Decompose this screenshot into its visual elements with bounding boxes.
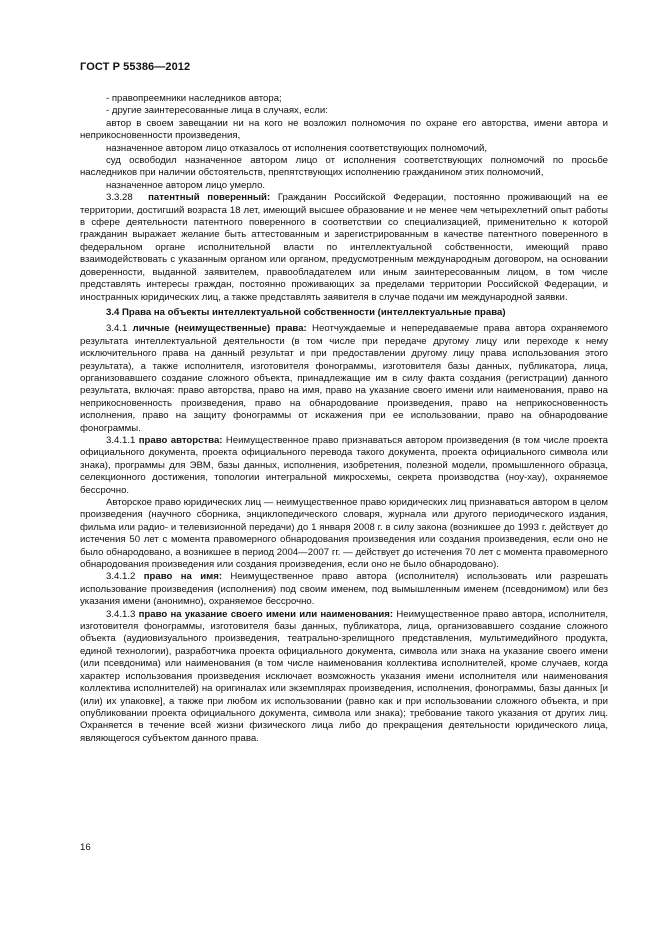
list-item: - правопреемники наследников автора; xyxy=(106,93,282,104)
term: право на имя: xyxy=(143,571,223,583)
term: патентный поверенный: xyxy=(148,192,271,204)
paragraph: назначенное автором лицо умерло. xyxy=(106,179,266,191)
definition-text: Неотчуждаемые и непередаваемые права автора охраняемого результата интеллектуальной деятельности (в том числе при передаче другому лицу или переходе к нему исключительного права на данный результат и при предоставлении другому лицу права использования этого результата), а также исполнителя, изготовителя фонограммы, изготовителя базы данных, публикатора, лица, организовавшего создание сложного объекта, принадлежащие им в силу факта создания (регистрации) данного результата, включая: право авторства, право на имя, право на указание своего имени или наименования, право на неприкосновенность произведения, право на обнародование произведения, право на неприкосновенность исполнения, право на защиту фонограммы от искажения при ее использовании, право на обнародование фонограммы. xyxy=(80,323,608,434)
paragraph: Авторское право юридических лиц — неимущественное право юридических лиц признаваться автором в целом произведения (научного сборника, энциклопедического словаря, журнала или другого периодического издания, фильма или радио- и телевизионной передачи) до 1 января 2008 г. в силу закона (возникшее до 1993 г. действует до истечения 50 лет с момента правомерного обнародования произведения или создания произведения, если оно не было обнародовано, а возникшее в период 2004—2007 гг. — действует до истечения 70 лет с момента правомерного обнародования произведения или создания произведения, если оно не было обнародовано). xyxy=(80,497,608,571)
document-header: ГОСТ Р 55386—2012 xyxy=(80,61,191,73)
term: право на указание своего имени или наименования: xyxy=(138,608,394,620)
page-number: 16 xyxy=(80,842,91,853)
clause-number: 3.4.1 xyxy=(106,323,128,335)
definition-text: Гражданин Российской Федерации, постоянно проживающий на ее территории, достигший возраста 18 лет, имеющий высшее образование и не менее чем четырехлетний опыт работы в сфере деятельности патентного поверенного в соответствии со специализацией, применительно к которой гражданин выражает желание быть аттестованным и зарегистрированным в качестве патентного поверенного в федеральном органе исполнительной власти по интеллектуальной собственности, имеющий право взаимодействовать с указанным органом или органом, предусмотренным международным договором, на основании доверенности, выданной заявителем, правообладателем или иным заинтересованным лицом, в том числе представлять интересы граждан, постоянно проживающих за пределами территории Российской Федерации, и иностранных юридических лиц, а также представлять заявителя в случае подачи им международной заявки. xyxy=(80,192,608,303)
paragraph: автор в своем завещании ни на кого не возложил полномочия по охране его авторства, имени автора и неприкосновенности произведения, xyxy=(80,117,608,142)
definition-patent-attorney xyxy=(80,192,608,304)
definition-text: Неимущественное право автора (исполнителя) использовать или разрешать использование произведения (исполнения) под своим именем, под вымышленным именем (псевдонимом) или без указания имени (анонимно), охраняемое бессрочно. xyxy=(80,571,608,608)
clause-number: 3.3.28 xyxy=(106,192,133,204)
definition-name-right xyxy=(80,571,608,608)
list-item: - другие заинтересованные лица в случаях, если: xyxy=(106,105,328,117)
term: личные (неимущественные) права: xyxy=(132,323,307,335)
paragraph: суд освободил назначенное автором лицо от исполнения соответствующих полномочий по просьбе наследников при наличии обстоятельств, препятствующих исполнению гражданином этих полномочий, xyxy=(80,155,608,179)
clause-number: 3.4.1.2 xyxy=(106,571,136,583)
term: право авторства: xyxy=(138,434,223,446)
clause-number: 3.4.1.3 xyxy=(106,608,136,620)
section-heading: 3.4 Права на объекты интеллектуальной собственности (интеллектуальные права) xyxy=(106,306,506,318)
definition-text: Неимущественное право автора, исполнителя, изготовителя фонограммы, изготовителя базы данных, публикатора, лица, организовавшего создание сложного объекта (аудиовизуального произведения, театрально-зрелищного представления, мультимедийного продукта, единой технологии), разработчика проекта официального документа, символа или знака на указание своего имени (или псевдонима) или наименования (в том числе наименования коллектива исполнителей, кроме случаев, когда характер использования произведения исключает возможность указания имени исполнителя или наименования коллектива исполнителей) на оригиналах или экземплярах произведения, исполнения, фонограммы, базы данных [и (или) их упаковке], а также при любом их использовании (равно как и при использовании сложного объекта, и при опубликовании проекта официального документа, символа или знака); требование такого указания от других лиц. Охраняется в течение всей жизни физического лица либо до прекращения деятельности юридического лица, являющегося субъектом данного права. xyxy=(80,608,608,744)
definition-personal-rights xyxy=(80,323,608,435)
clause-number: 3.4.1.1 xyxy=(106,434,136,446)
definition-authorship-right xyxy=(80,435,608,497)
page-body xyxy=(80,93,608,745)
definition-name-attribution-right xyxy=(80,609,608,745)
definition-text: Неимущественное право признаваться автором произведения (в том числе проекта официального документа, проекта официального перевода такого документа, проекта официального символа или знака), программы для ЭВМ, базы данных, исполнения, изобретения, полезной модели, промышленного образца, селекционного достижения, топологии интегральной микросхемы, секрета производства (ноу-хау), охраняемое бессрочно. xyxy=(80,434,608,496)
paragraph: назначенное автором лицо отказалось от исполнения соответствующих полномочий, xyxy=(106,142,488,154)
